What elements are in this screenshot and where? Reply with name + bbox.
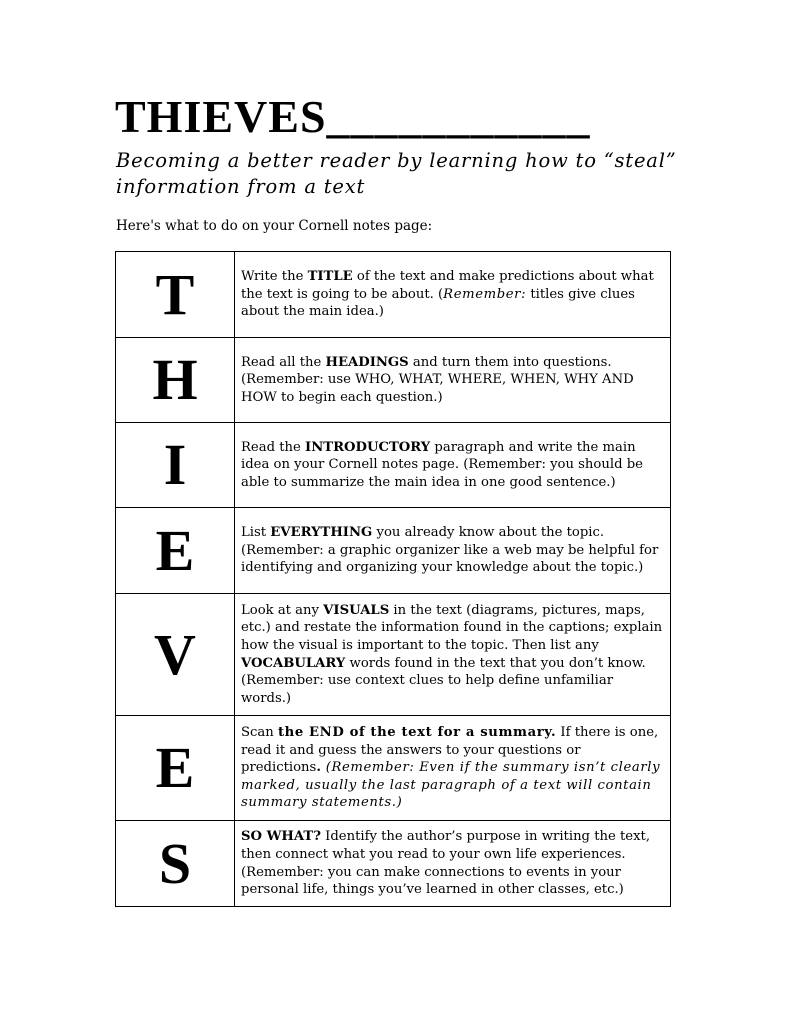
table-row	[116, 338, 671, 423]
row-description: List EVERYTHING you already know about the topic. (Remember: a graphic organizer like a web may be helpful for identifying and organizing your knowledge about the topic.)	[235, 508, 671, 594]
row-letter: E	[116, 508, 235, 594]
row-letter: E	[116, 716, 235, 821]
table-row	[116, 821, 671, 907]
row-keyword: INTRODUCTORY	[305, 439, 431, 455]
row-keyword: EVERYTHING	[270, 525, 373, 541]
page-subtitle: Becoming a better reader by learning how to “steal” information from a text	[116, 149, 677, 198]
table-row	[116, 423, 671, 508]
row-description: SO WHAT? Identify the author’s purpose in writing the text, then connect what you read to your own life experiences. (Remember: you can make connections to events in your personal life, things you’ve learned in other classes, etc.)	[235, 821, 671, 907]
row-keyword: TITLE	[307, 269, 353, 285]
table-row	[116, 594, 671, 716]
intro-text: Here's what to do on your Cornell notes page:	[116, 218, 433, 234]
row-description: Look at any VISUALS in the text (diagrams, pictures, maps, etc.) and restate the information found in the captions; explain how the visual is important to the topic. Then list any VOCABULARY words found in the text that you don’t know. (Remember: use context clues to help define unfamiliar words.)	[235, 594, 671, 716]
table-row	[116, 252, 671, 338]
row-description: Scan the END of the text for a summary. If there is one, read it and guess the answers to your questions or predictions. (Remember: Even if the summary isn’t clearly marked, usually the last paragraph of a text will contain summary statements.)	[235, 716, 671, 821]
row-letter: S	[116, 821, 235, 907]
table-row	[116, 716, 671, 821]
page-title: THIEVES___________	[115, 91, 591, 142]
row-letter: V	[116, 594, 235, 716]
row-keyword: the END of the text for a summary.	[277, 725, 557, 741]
row-keyword: SO WHAT?	[241, 829, 321, 845]
row-keyword: VISUALS	[323, 602, 390, 618]
row-letter: H	[116, 338, 235, 423]
row-description: Read the INTRODUCTORY paragraph and write the main idea on your Cornell notes page. (Remember: you should be able to summarize the main idea in one good sentence.)	[235, 423, 671, 508]
table-row	[116, 508, 671, 594]
row-letter: I	[116, 423, 235, 508]
row-keyword: VOCABULARY	[241, 655, 346, 671]
row-description: Write the TITLE of the text and make predictions about what the text is going to be about. (Remember: titles give clues about the main idea.)	[235, 252, 671, 338]
row-letter: T	[116, 252, 235, 338]
row-description: Read all the HEADINGS and turn them into questions. (Remember: use WHO, WHAT, WHERE, WHEN, WHY AND HOW to begin each question.)	[235, 338, 671, 423]
row-keyword: HEADINGS	[325, 354, 409, 370]
thieves-table	[115, 251, 671, 907]
